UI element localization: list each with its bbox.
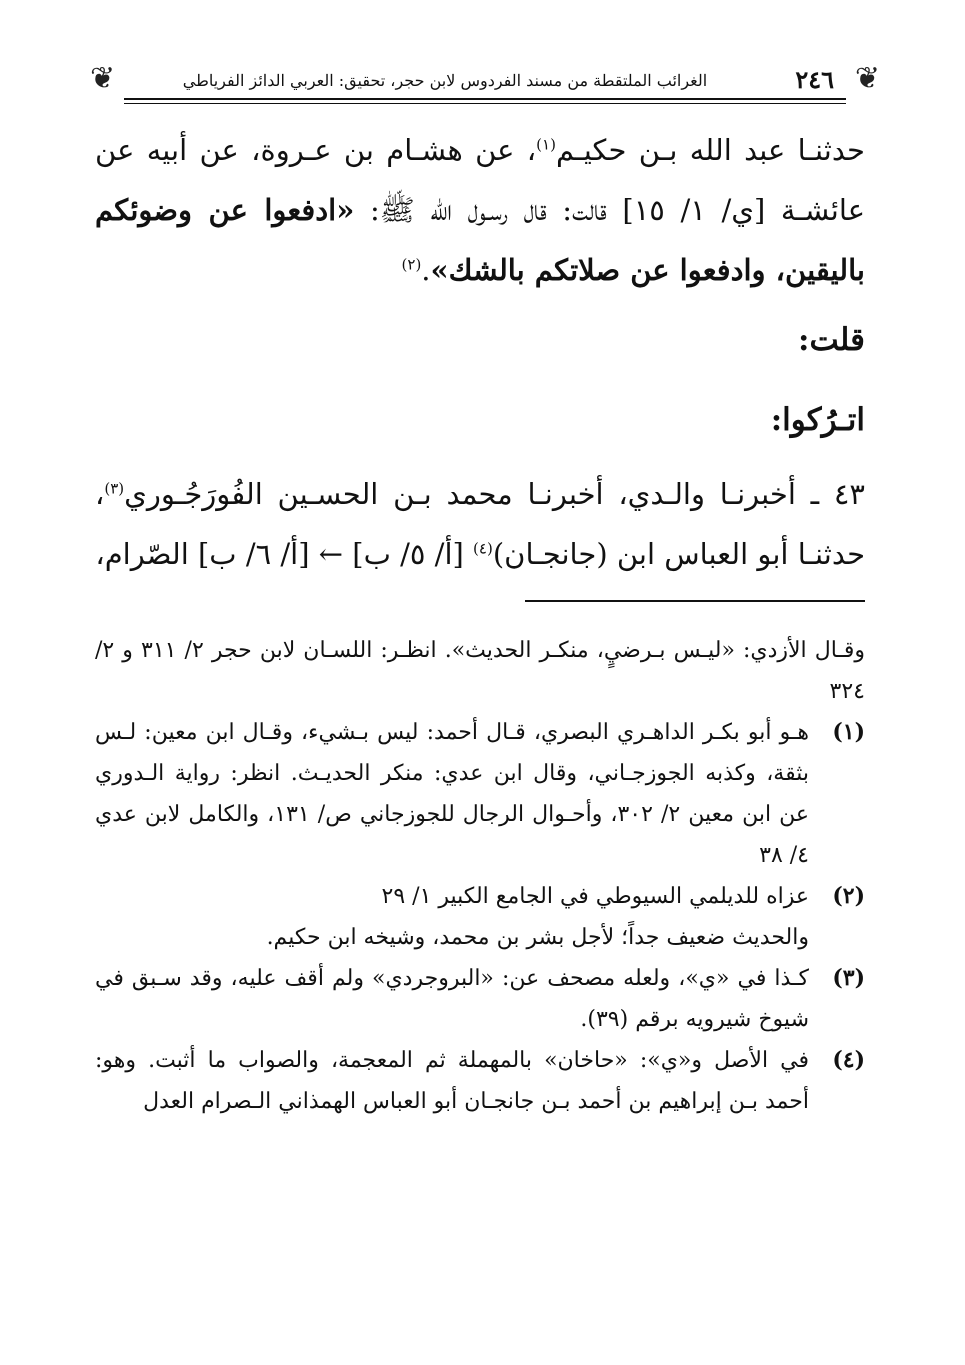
footnote-text-line2: والحديث ضعيف جداً؛ لأجل بشر بن محمد، وشيخه ابن حكيم. [266, 925, 809, 950]
footnote-continuation: وقـال الأزدي: «ليـس بـرضيٍ، منكـر الحديث». انظـر: اللسـان لابن حجر ٢/ ٣١١ و ٢/ ٣٢٤ [95, 638, 866, 704]
hadith-43-part-2: ، حدثنـا أبو العباس ابن (جانجـان) [95, 477, 865, 571]
hadith-43-part-1: ٤٣ ـ أخبرنـا والـدي، أخبرنـا محمد بـن الحسـين الفُورَجُـوري [124, 477, 865, 511]
hadith-text: «ادفعوا عن وضوئكم باليقين، وادفعوا عن صلاتكم بالشك» [95, 193, 865, 287]
heading-qultu: قلت: [798, 322, 865, 358]
footnote-text-block [95, 876, 809, 958]
main-text [95, 120, 865, 584]
footnote-ref-1: (١) [536, 135, 556, 154]
footnote-number: (٣) [832, 965, 865, 991]
footnote-text: في الأصل و«ي»: «حاخان» بالمهملة ثم المعجمة، والصواب ما أثبت. وهو: أحمد بـن إبراهيم بن أحمد بـن جانجـان أبو العباس الهمذاني الـصرام العدل [95, 1048, 809, 1114]
footnote-number: (٤) [832, 1047, 865, 1073]
isnad-part-2: ، عن هشـام بن عـروة، عن أبيه عن عائشـة [ي/ ١/ ١٥] قالت: قال رسـول الله ﷺ: [95, 133, 865, 227]
header-rule-thin [124, 103, 846, 104]
period: . [421, 253, 431, 287]
left-ornament-icon: ❦ [90, 61, 116, 96]
footnote-ref-3: (٣) [104, 479, 125, 498]
footnote-text: كـذا في «ي»، ولعله مصحف عن: «البروجردي» ولم أقف عليه، وقد سـبق في شيوخ شيرويه برقم (٣٩). [95, 966, 809, 1032]
footnote-1 [95, 712, 865, 876]
footnote-ref-2: (٢) [401, 255, 422, 274]
footnote-text: هـو أبو بكـر الداهـري البصري، قـال أحمد: ليس بـشيء، وقـال ابن معين: لـس بثقة، وكذبه الجوزجـاني، وقال ابن عدي: منكر الحديـث. انظر: رواية الـدوري عن ابن معين ٢/ ٣٠٢، وأحـوال الرجال للجوزجاني ص/ ١٣١، والكامل لابن عدي ٤/ ٣٨ [95, 720, 810, 868]
hadith-42-paragraph [95, 120, 865, 300]
hadith-43-part-3: [أ/ ٥/ ب] ← [أ/ ٦/ ب] الصّرام، [95, 537, 474, 571]
footnote-separator [525, 600, 865, 602]
footnote-ref-4: (٤) [473, 539, 493, 558]
footnote-2 [95, 876, 865, 958]
footnote-text: عزاه للديلمي السيوطي في الجامع الكبير ١/ ٢٩ [381, 884, 809, 909]
footnote-4 [95, 1040, 865, 1122]
isnad-part-1: حدثنـا عبد الله بـن حكيـم [555, 133, 865, 167]
footnote-number: (١) [832, 719, 865, 745]
footnote-3 [95, 958, 865, 1040]
right-ornament-icon: ❦ [854, 61, 880, 96]
page-number: ٢٤٦ [795, 65, 834, 94]
footnotes [95, 630, 865, 1122]
header-rule [124, 98, 846, 100]
heading-utrukua: اتـرُكوا: [770, 402, 865, 438]
page-header [90, 62, 880, 106]
footnote-number: (٢) [832, 883, 865, 909]
hadith-43-paragraph [95, 464, 865, 584]
running-title: الغرائب الملتقطة من مسند الفردوس لابن حجر، تحقيق: العربي الدائز الفرياطي [182, 71, 708, 90]
